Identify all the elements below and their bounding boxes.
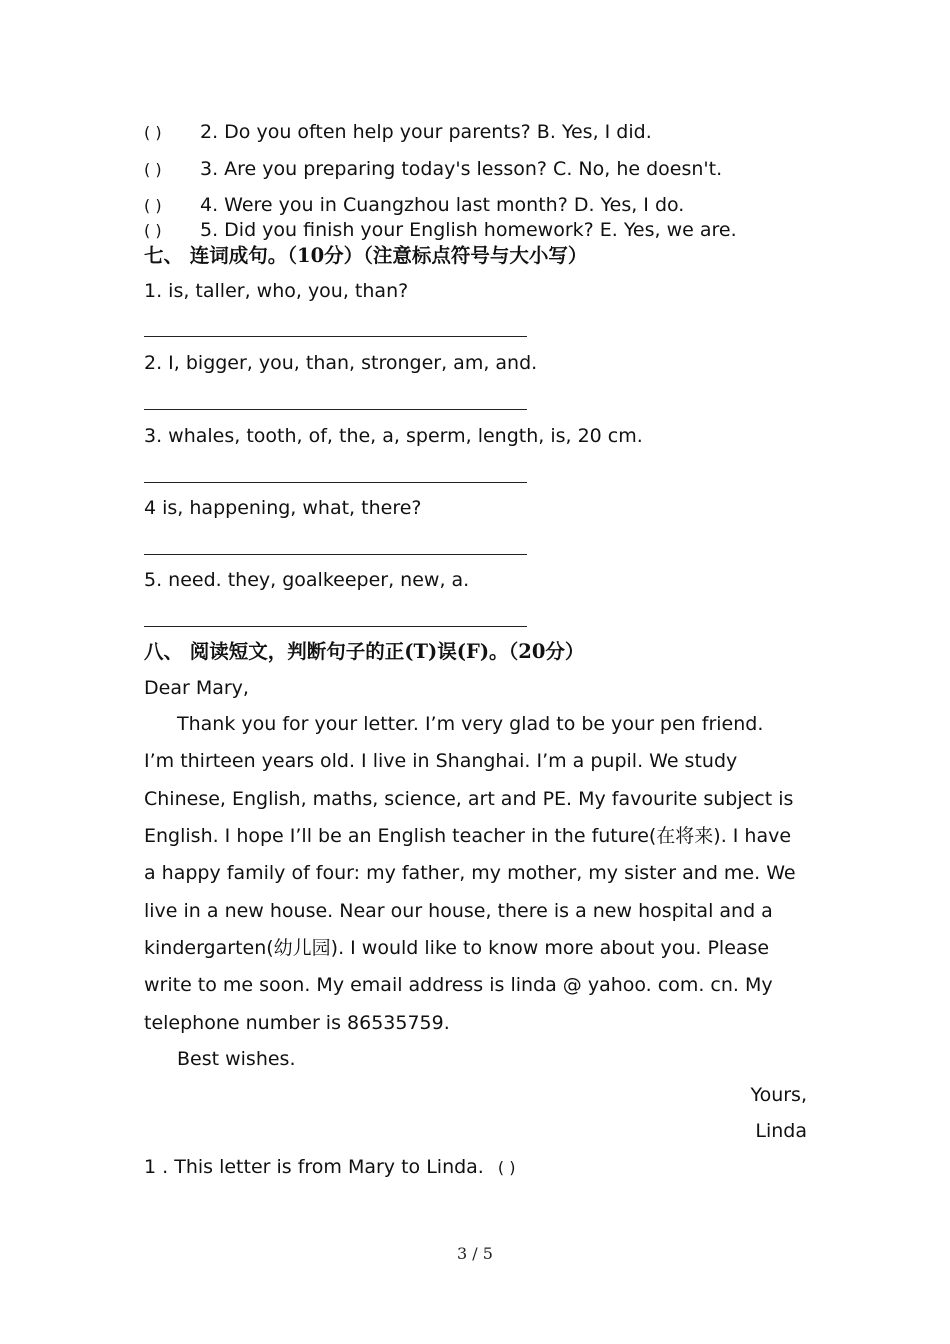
letter-line: kindergarten(幼儿园). I would like to know more about you. Please: [144, 937, 770, 959]
answer-paren[interactable]: ( ): [497, 1158, 516, 1177]
answer-paren[interactable]: ( ): [144, 196, 162, 215]
letter-line: Thank you for your letter. I’m very glad to be your pen friend.: [177, 713, 764, 735]
letter-sign-off: Yours,: [750, 1084, 807, 1106]
answer-paren[interactable]: ( ): [144, 123, 162, 142]
matching-text: 5. Did you finish your English homework? E. Yes, we are.: [200, 219, 737, 241]
matching-line-2: [144, 120, 652, 145]
letter-line: write to me soon. My email address is linda @ yahoo. com. cn. My: [144, 974, 773, 996]
matching-line-5: [144, 218, 737, 243]
matching-text: 3. Are you preparing today's lesson? C. No, he doesn't.: [200, 158, 723, 180]
section-7-heading: 七、 连词成句。（10分）（注意标点符号与大小写）: [144, 244, 588, 267]
matching-text: 4. Were you in Cuangzhou last month? D. Yes, I do.: [200, 194, 685, 216]
sentence-item-3: 3. whales, tooth, of, the, a, sperm, length, is, 20 cm.: [144, 425, 643, 447]
sentence-item-1: 1. is, taller, who, you, than?: [144, 280, 409, 302]
matching-line-4: [144, 193, 684, 218]
answer-paren[interactable]: ( ): [144, 221, 162, 240]
letter-line: Chinese, English, maths, science, art and PE. My favourite subject is: [144, 788, 794, 810]
letter-line: telephone number is 86535759.: [144, 1012, 450, 1034]
letter-line: I’m thirteen years old. I live in Shanghai. I’m a pupil. We study: [144, 750, 738, 772]
matching-text: 2. Do you often help your parents? B. Yes, I did.: [200, 121, 652, 143]
letter-line: English. I hope I’ll be an English teacher in the future(在将来). I have: [144, 825, 792, 847]
sentence-item-4: 4 is, happening, what, there?: [144, 497, 422, 519]
answer-line-1[interactable]: [144, 336, 527, 337]
letter-line: live in a new house. Near our house, there is a new hospital and a: [144, 900, 773, 922]
answer-line-5[interactable]: [144, 626, 527, 627]
answer-line-2[interactable]: [144, 409, 527, 410]
answer-paren[interactable]: ( ): [144, 160, 162, 179]
sentence-item-2: 2. I, bigger, you, than, stronger, am, and.: [144, 352, 538, 374]
page-number: 3 / 5: [457, 1244, 493, 1263]
section-8-heading: 八、 阅读短文，判断句子的正(T)误(F)。（20分）: [144, 640, 585, 663]
question-1: [144, 1155, 515, 1180]
matching-line-3: [144, 157, 722, 182]
letter-signature: Linda: [755, 1120, 807, 1142]
question-1-text: 1 . This letter is from Mary to Linda.: [144, 1156, 484, 1178]
letter-closing: Best wishes.: [177, 1048, 296, 1070]
letter-line: a happy family of four: my father, my mother, my sister and me. We: [144, 862, 796, 884]
sentence-item-5: 5. need. they, goalkeeper, new, a.: [144, 569, 470, 591]
answer-line-4[interactable]: [144, 554, 527, 555]
answer-line-3[interactable]: [144, 482, 527, 483]
letter-salutation: Dear Mary,: [144, 677, 249, 699]
